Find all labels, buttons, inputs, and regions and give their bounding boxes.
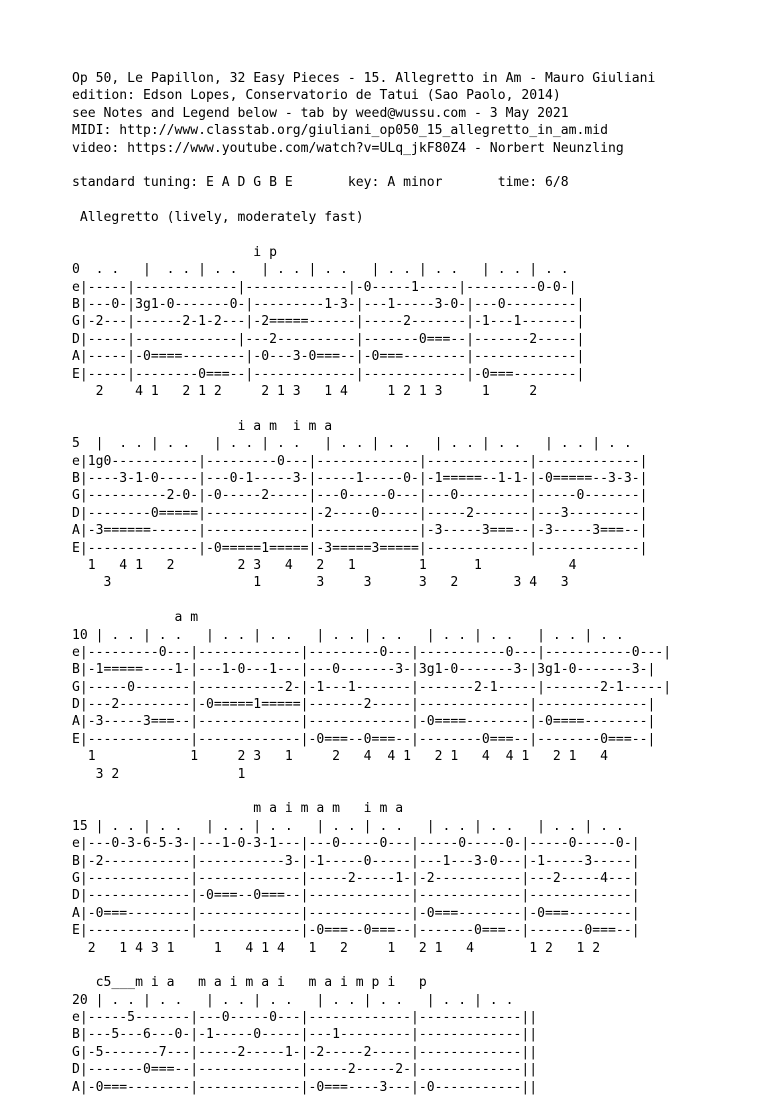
title-line: Op 50, Le Papillon, 32 Easy Pieces - 15. Allegretto in Am - Mauro Giuliani xyxy=(72,71,656,86)
spacer xyxy=(72,192,762,209)
tab-line: D|-------------|-0===--0===--|-------------|-------------|-------------| xyxy=(72,888,640,904)
tab-line: G|----------2-0-|-0-----2-----|---0-----0---|---0---------|-----0-------| xyxy=(72,488,648,504)
tab-line: E|-------------|-------------|-0===--0===--|--------0===--|--------0===--| xyxy=(72,731,656,747)
tab-line: B|-1=====----1-|---1-0---1---|---0-------3-|3g1-0-------3-|3g1-0-------3-| xyxy=(72,662,656,678)
tab-line: G|-5-------7---|-----2-----1-|-2-----2-----|-------------|| xyxy=(72,1044,538,1060)
tab-system xyxy=(72,244,762,401)
tab-line: 0 . . | . . | . . | . . | . . | . . | . . | . . | . . xyxy=(72,262,569,278)
tab-line: B|---0-|3g1-0-------0-|---------1-3-|---1-----3-0-|---0---------| xyxy=(72,297,585,313)
spacer xyxy=(72,157,762,174)
tab-line: i p xyxy=(72,244,277,260)
tab-line: e|---0-3-6-5-3-|---1-0-3-1---|---0-----0---|-----0-----0-|-----0-----0-| xyxy=(72,836,640,852)
tab-line: 1 1 2 3 1 2 4 4 1 2 1 4 4 1 2 1 4 xyxy=(72,749,609,765)
tab-line: 5 | . . | . . | . . | . . | . . | . . | . . | . . | . . | . . xyxy=(72,436,632,452)
tab-line: 3 2 1 xyxy=(72,766,246,782)
tuning-line: standard tuning: E A D G B E key: A minor time: 6/8 xyxy=(72,175,569,191)
tab-line: 15 | . . | . . | . . | . . | . . | . . | . . | . . | . . | . . xyxy=(72,818,624,834)
tab-line: 20 | . . | . . | . . | . . | . . | . . | . . | . . xyxy=(72,992,514,1008)
tab-line: 1 4 1 2 2 3 4 2 1 1 1 4 xyxy=(72,557,577,573)
spacer xyxy=(72,400,762,417)
tab-line: e|-----|-------------|-------------|-0-----1-----|---------0-0-| xyxy=(72,279,577,295)
tab-line: D|---2---------|-0=====1=====|-------2-----|--------------|--------------| xyxy=(72,697,656,713)
tab-line: m a i m a m i m a xyxy=(72,801,404,817)
tab-line: 2 1 4 3 1 1 4 1 4 1 2 1 2 1 4 1 2 1 2 xyxy=(72,940,601,956)
spacer xyxy=(72,227,762,244)
tab-line: e|1g0-----------|---------0---|-------------|-------------|-------------| xyxy=(72,453,648,469)
tab-line: G|-----0-------|-----------2-|-1---1-------|-------2-1-----|-------2-1-----| xyxy=(72,679,672,695)
tab-line: 10 | . . | . . | . . | . . | . . | . . | . . | . . | . . | . . xyxy=(72,627,624,643)
tab-system xyxy=(72,418,762,592)
tab-system xyxy=(72,609,762,783)
tab-line: B|----3-1-0-----|---0-1-----3-|-----1-----0-|-1=====--1-1-|-0=====--3-3-| xyxy=(72,470,648,486)
spacer xyxy=(72,783,762,800)
tempo-line: Allegretto (lively, moderately fast) xyxy=(72,210,364,226)
tab-line: e|---------0---|-------------|---------0---|-----------0---|-----------0---| xyxy=(72,644,672,660)
tab-line: e|-----5-------|---0-----0---|-------------|-------------|| xyxy=(72,1010,538,1026)
tab-systems xyxy=(72,244,762,1096)
tab-line: E|--------------|-0=====1=====|-3=====3=====|-------------|-------------| xyxy=(72,540,648,556)
tab-line: c5___m i a m a i m a i m a i m p i p xyxy=(72,975,427,991)
tab-line: B|-2-----------|-----------3-|-1-----0-----|---1---3-0---|-1-----3-----| xyxy=(72,853,640,869)
tab-line: A|-0===--------|-------------|-------------|-0===--------|-0===--------| xyxy=(72,905,640,921)
notes-line: see Notes and Legend below - tab by weed@wussu.com - 3 May 2021 xyxy=(72,105,569,121)
tab-line: 3 1 3 3 3 2 3 4 3 xyxy=(72,575,569,591)
spacer xyxy=(72,592,762,609)
tab-document xyxy=(72,70,762,1095)
tab-line: G|-------------|-------------|-----2-----1-|-2-----------|---2-----4---| xyxy=(72,870,640,886)
midi-line: MIDI: http://www.classtab.org/giuliani_op050_15_allegretto_in_am.mid xyxy=(72,123,609,139)
tab-system xyxy=(72,800,762,957)
tab-line: a m xyxy=(72,610,199,626)
tab-line: A|-----|-0====--------|-0---3-0===--|-0===--------|-------------| xyxy=(72,349,585,365)
video-line: video: https://www.youtube.com/watch?v=ULq_jkF80Z4 - Norbert Neunzling xyxy=(72,140,624,156)
tab-line: i a m i m a xyxy=(72,418,333,434)
tab-line: G|-2---|------2-1-2---|-2=====------|-----2-------|-1---1-------| xyxy=(72,314,585,330)
tab-line: D|--------0=====|-------------|-2-----0-----|-----2-------|---3---------| xyxy=(72,505,648,521)
tab-system xyxy=(72,974,762,1096)
tab-line: D|-------0===--|-------------|-----2-----2-|-------------|| xyxy=(72,1062,538,1078)
tab-line: A|-3-----3===--|-------------|-------------|-0====--------|-0====--------| xyxy=(72,714,656,730)
spacer xyxy=(72,957,762,974)
tab-line: A|-3======------|-------------|-------------|-3-----3===--|-3-----3===--| xyxy=(72,523,648,539)
tab-line: A|-0===--------|-------------|-0===----3---|-0-----------|| xyxy=(72,1079,538,1095)
edition-line: edition: Edson Lopes, Conservatorio de Tatui (Sao Paolo, 2014) xyxy=(72,88,561,104)
tab-line: B|---5---6---0-|-1-----0-----|---1---------|-------------|| xyxy=(72,1027,538,1043)
tab-line: 2 4 1 2 1 2 2 1 3 1 4 1 2 1 3 1 2 xyxy=(72,384,538,400)
tab-line: D|-----|-------------|---2----------|-------0===--|-------2-----| xyxy=(72,331,585,347)
tab-line: E|-------------|-------------|-0===--0===--|-------0===--|-------0===--| xyxy=(72,923,640,939)
tab-line: E|-----|--------0===--|-------------|-------------|-0===--------| xyxy=(72,366,585,382)
